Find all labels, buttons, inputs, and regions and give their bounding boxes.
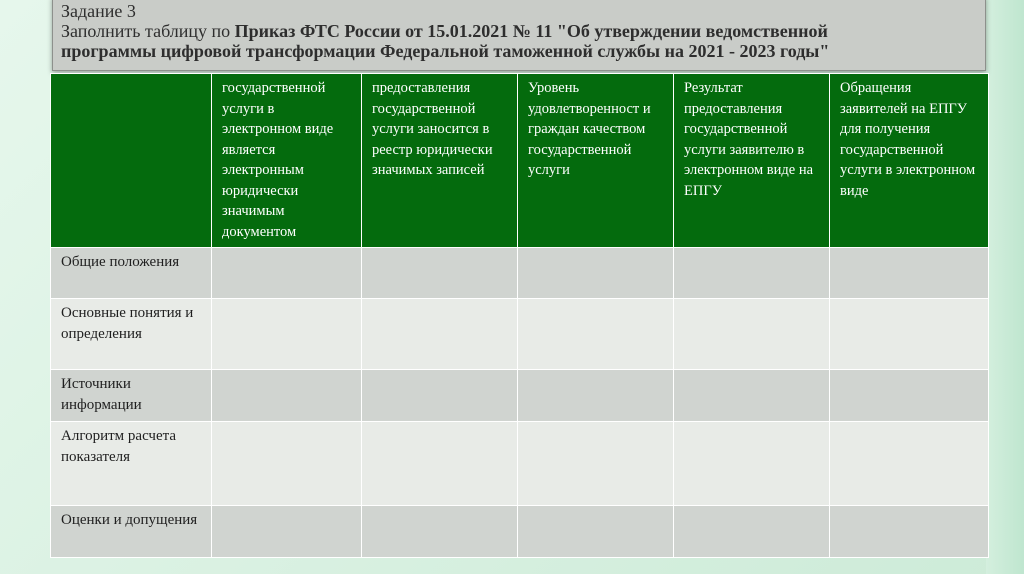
- table-cell[interactable]: [362, 422, 518, 506]
- table-row: [51, 370, 989, 422]
- document-title-part1: Приказ ФТС России от 15.01.2021 № 11 "Об утверждении ведомственной: [234, 21, 828, 41]
- table-cell[interactable]: [674, 506, 830, 558]
- table-row: [51, 422, 989, 506]
- table-cell[interactable]: [518, 422, 674, 506]
- row-label: Алгоритм расчета показателя: [51, 422, 212, 506]
- table-cell[interactable]: [212, 299, 362, 370]
- header-cell: Уровень удовлетворенност и граждан качеством государственной услуги: [518, 74, 674, 248]
- document-title-part2: программы цифровой трансформации Федеральной таможенной службы на 2021 - 2023 годы": [61, 41, 830, 61]
- table-cell[interactable]: [830, 506, 989, 558]
- row-label: Общие положения: [51, 248, 212, 299]
- assignment-table: [50, 73, 989, 558]
- table-cell[interactable]: [212, 506, 362, 558]
- row-label: Оценки и допущения: [51, 506, 212, 558]
- table-cell[interactable]: [362, 506, 518, 558]
- slide-decor-edge: [986, 0, 1024, 574]
- table-cell[interactable]: [674, 299, 830, 370]
- table-cell[interactable]: [362, 299, 518, 370]
- row-label: Основные понятия и определения: [51, 299, 212, 370]
- table-cell[interactable]: [362, 370, 518, 422]
- instruction-prefix: Заполнить таблицу по: [61, 21, 235, 41]
- header-cell: Результат предоставления государственной услуги заявителю в электронном виде на ЕПГУ: [674, 74, 830, 248]
- table-cell[interactable]: [518, 248, 674, 299]
- table-row: [51, 299, 989, 370]
- table-cell[interactable]: [212, 422, 362, 506]
- title-box: [52, 0, 986, 71]
- table-row: [51, 248, 989, 299]
- header-cell: государственной услуги в электронном виде является электронным юридически значимым документом: [212, 74, 362, 248]
- table-cell[interactable]: [674, 370, 830, 422]
- header-cell: предоставления государственной услуги заносится в реестр юридически значимых записей: [362, 74, 518, 248]
- header-cell: Обращения заявителей на ЕПГУ для получения государственной услуги в электронном виде: [830, 74, 989, 248]
- table-cell[interactable]: [518, 299, 674, 370]
- table-cell[interactable]: [212, 370, 362, 422]
- table-cell[interactable]: [362, 248, 518, 299]
- table-cell[interactable]: [830, 422, 989, 506]
- table-cell[interactable]: [674, 422, 830, 506]
- table-cell[interactable]: [212, 248, 362, 299]
- row-label: Источники информации: [51, 370, 212, 422]
- table-cell[interactable]: [674, 248, 830, 299]
- table-cell[interactable]: [518, 506, 674, 558]
- table-cell[interactable]: [830, 370, 989, 422]
- table-cell[interactable]: [830, 248, 989, 299]
- table-header-row: [51, 74, 989, 248]
- header-cell-corner: [51, 74, 212, 248]
- table-cell[interactable]: [830, 299, 989, 370]
- table-row: [51, 506, 989, 558]
- task-label: Задание 3: [61, 1, 136, 21]
- table-cell[interactable]: [518, 370, 674, 422]
- instruction-line: [61, 21, 977, 41]
